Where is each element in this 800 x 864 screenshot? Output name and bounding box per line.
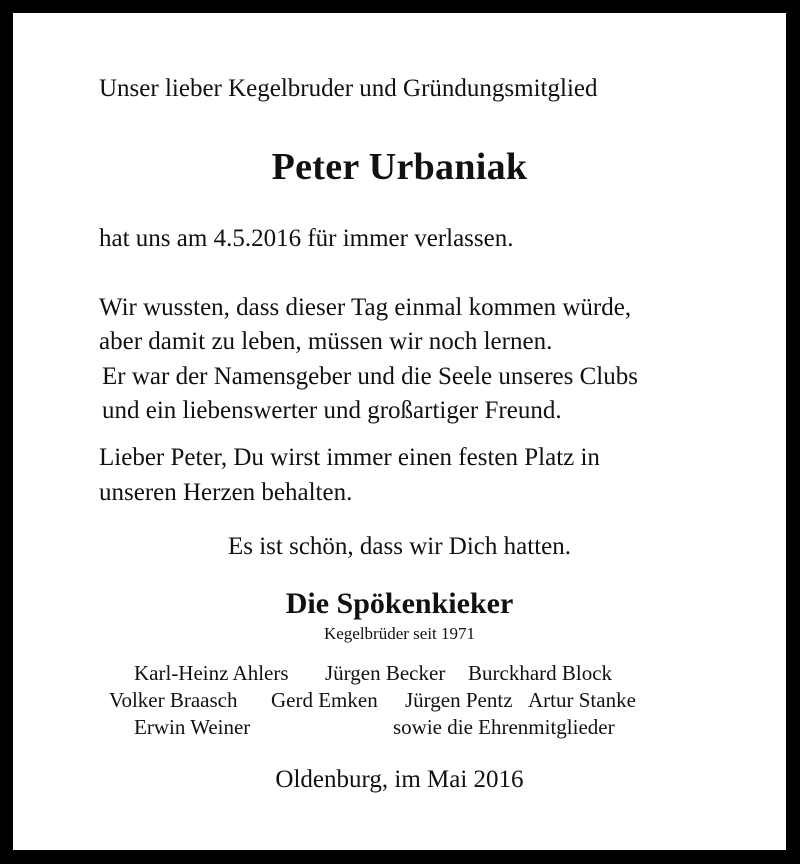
honorary-members-note: sowie die Ehrenmitglieder <box>393 715 615 739</box>
member-name: Burckhard Block <box>468 661 613 685</box>
date-line: hat uns am 4.5.2016 für immer verlassen. <box>99 225 514 252</box>
paragraph-1-line-3: Er war der Namensgeber und die Seele unseres Clubs <box>102 363 638 390</box>
paragraph-1-line-4: und ein liebenswerter und großartiger Freund. <box>102 397 562 424</box>
obituary-notice <box>13 13 786 850</box>
member-name: Artur Stanke <box>528 688 636 712</box>
member-name: Volker Braasch <box>109 688 238 712</box>
closing-line: Es ist schön, dass wir Dich hatten. <box>227 533 571 560</box>
paragraph-2-line-2: unseren Herzen behalten. <box>99 479 353 506</box>
member-name: Jürgen Pentz <box>405 688 513 712</box>
member-name: Gerd Emken <box>271 688 378 712</box>
paragraph-2-line-1: Lieber Peter, Du wirst immer einen festen Platz in <box>99 444 600 471</box>
club-name: Die Spökenkieker <box>285 587 514 620</box>
intro-text: Unser lieber Kegelbruder und Gründungsmitglied <box>99 75 598 102</box>
place-date: Oldenburg, im Mai 2016 <box>275 766 524 793</box>
member-name: Erwin Weiner <box>134 715 251 739</box>
deceased-name: Peter Urbaniak <box>271 146 528 188</box>
paragraph-1-line-1: Wir wussten, dass dieser Tag einmal kommen würde, <box>99 294 632 321</box>
paragraph-1-line-2: aber damit zu leben, müssen wir noch lernen. <box>99 328 553 355</box>
club-since: Kegelbrüder seit 1971 <box>323 624 476 643</box>
member-name: Jürgen Becker <box>325 661 446 685</box>
member-name: Karl-Heinz Ahlers <box>134 661 289 685</box>
